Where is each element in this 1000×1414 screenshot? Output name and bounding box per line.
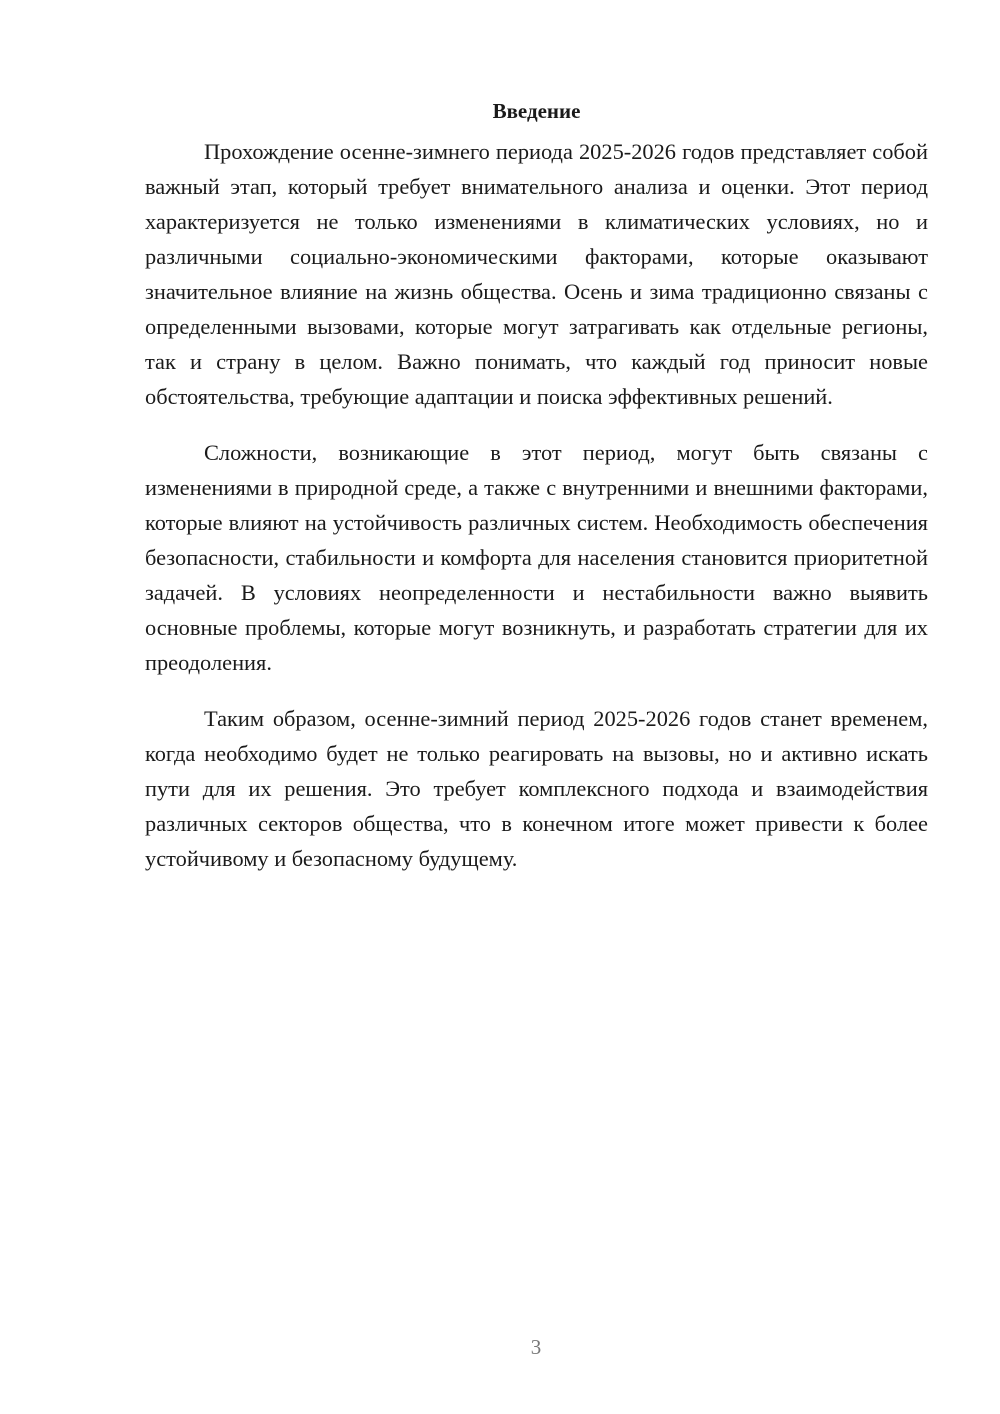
paragraph-intro: Прохождение осенне-зимнего периода 2025-2026 годов представляет собой важный этап, который требует внимательного анализа и оценки. Этот период характеризуется не только изменениями в климатических условиях, но и различными социально-экономическими факторами, которые оказывают значительное влияние на жизнь общества. Осень и зима традиционно связаны с определенными вызовами, которые могут затрагивать как отдельные регионы, так и страну в целом. Важно понимать, что каждый год приносит новые обстоятельства, требующие адаптации и поиска эффективных решений. <box>145 139 928 409</box>
page-title: Введение <box>492 99 581 123</box>
paragraph-difficulties: Сложности, возникающие в этот период, могут быть связаны с изменениями в природной среде, а также с внутренними и внешними факторами, которые влияют на устойчивость различных систем. Необходимость обеспечения безопасности, стабильности и комфорта для населения становится приоритетной задачей. В условиях неопределенности и нестабильности важно выявить основные проблемы, которые могут возникнуть, и разработать стратегии для их преодоления. <box>145 440 928 675</box>
page-content <box>145 96 928 897</box>
paragraph-conclusion: Таким образом, осенне-зимний период 2025-2026 годов станет временем, когда необходимо будет не только реагировать на вызовы, но и активно искать пути для их решения. Это требует комплексного подхода и взаимодействия различных секторов общества, что в конечном итоге может привести к более устойчивому и безопасному будущему. <box>145 706 928 871</box>
page-number: 3 <box>530 1335 542 1359</box>
